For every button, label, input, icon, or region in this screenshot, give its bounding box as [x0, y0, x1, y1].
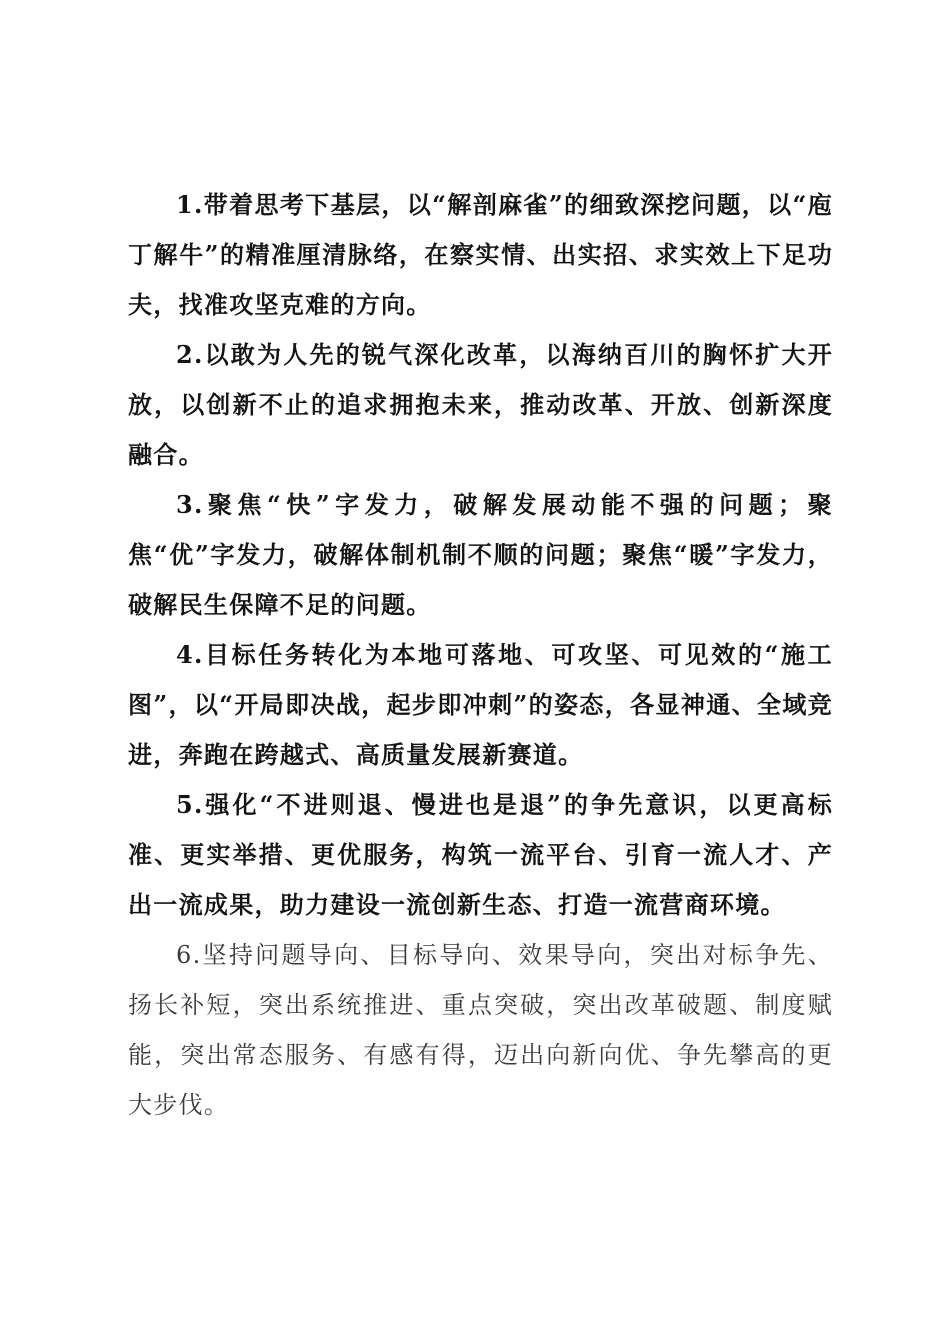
- paragraph-1: 1.带着思考下基层，以“解剖麻雀”的细致深挖问题，以“庖丁解牛”的精准厘清脉络，在察实情、出实招、求实效上下足功夫，找准攻坚克难的方向。: [128, 190, 833, 319]
- paragraph-4: 4.目标任务转化为本地可落地、可攻坚、可见效的“施工图”，以“开局即决战，起步即冲刺”的姿态，各显神通、全域竞进，奔跑在跨越式、高质量发展新赛道。: [128, 640, 833, 769]
- document-body: [128, 180, 833, 1130]
- paragraph-2: 2.以敢为人先的锐气深化改革，以海纳百川的胸怀扩大开放，以创新不止的追求拥抱未来，推动改革、开放、创新深度融合。: [128, 340, 833, 469]
- paragraph-3: 3.聚焦“快”字发力，破解发展动能不强的问题；聚焦“优”字发力，破解体制机制不顺的问题；聚焦“暖”字发力，破解民生保障不足的问题。: [128, 490, 833, 619]
- paragraph-5: 5.强化“不进则退、慢进也是退”的争先意识，以更高标准、更实举措、更优服务，构筑一流平台、引育一流人才、产出一流成果，助力建设一流创新生态、打造一流营商环境。: [128, 790, 833, 919]
- paragraph-6: 6.坚持问题导向、目标导向、效果导向，突出对标争先、扬长补短，突出系统推进、重点突破，突出改革破题、制度赋能，突出常态服务、有感有得，迈出向新向优、争先攀高的更大步伐。: [128, 941, 833, 1119]
